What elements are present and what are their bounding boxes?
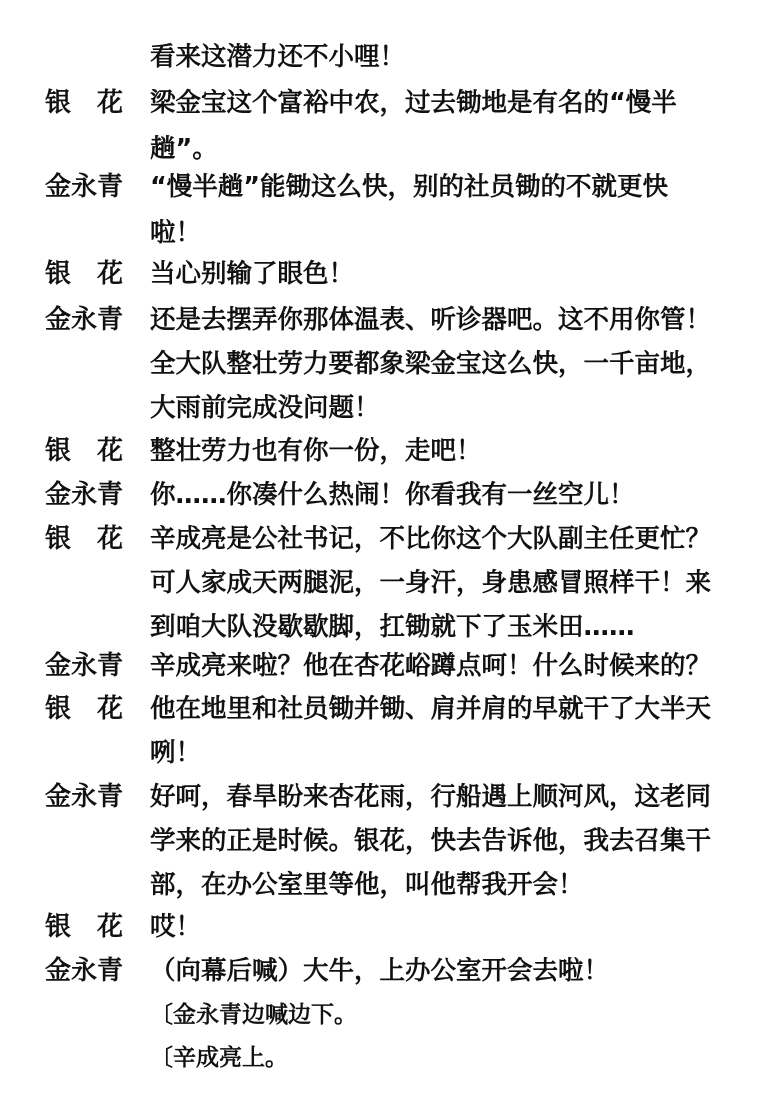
dialogue-line: 你……你凑什么热闹！你看我有一丝空儿！ [150,480,635,510]
speaker-name: 银 花 [45,436,124,466]
speaker-name: 金永青 [45,651,124,681]
dialogue-line: 他在地里和社员锄并锄、肩并肩的早就干了大半天 [150,694,712,724]
dialogue-line: 整壮劳力也有你一份，走吧！ [150,436,482,466]
speaker-name: 金永青 [45,782,124,812]
speaker-name: 金永青 [45,305,124,335]
dialogue-line: 到咱大队没歇歇脚，扛锄就下了玉米田…… [150,612,635,642]
dialogue-line: 趟”。 [150,134,218,164]
speaker-name: 金永青 [45,480,124,510]
dialogue-line: 大雨前完成没问题！ [150,393,380,423]
dialogue-line: 好呵，春旱盼来杏花雨，行船遇上顺河风，这老同 [150,782,712,812]
speaker-name: 银 花 [45,259,124,289]
dialogue-line: 看来这潜力还不小哩！ [150,42,406,72]
dialogue-line: “慢半趟”能锄这么快，别的社员锄的不就更快 [150,172,669,202]
dialogue-line: 还是去摆弄你那体温表、听诊器吧。这不用你管！ [150,305,712,335]
speaker-name: 银 花 [45,694,124,724]
speaker-name: 银 花 [45,88,124,118]
dialogue-line: 梁金宝这个富裕中农，过去锄地是有名的“慢半 [150,88,677,118]
speaker-name: 金永青 [45,956,124,986]
dialogue-line: 哎！ [150,912,202,942]
dialogue-line: 辛成亮是公社书记，不比你这个大队副主任更忙？ [150,524,712,554]
dialogue-line: 辛成亮来啦？他在杏花峪蹲点呵！什么时候来的？ [150,651,712,681]
speaker-name: 银 花 [45,524,124,554]
stage-direction: 〔金永青边喊边下。 [150,1002,357,1028]
dialogue-line: 当心别输了眼色！ [150,259,355,289]
dialogue-line: （向幕后喊）大牛，上办公室开会去啦！ [150,956,610,986]
speaker-name: 金永青 [45,172,124,202]
dialogue-line: 咧！ [150,738,202,768]
dialogue-line: 学来的正是时候。银花，快去告诉他，我去召集干 [150,826,712,856]
dialogue-line: 可人家成天两腿泥，一身汗，身患感冒照样干！来 [150,568,712,598]
dialogue-line: 啦！ [150,218,202,248]
stage-direction: 〔辛成亮上。 [150,1045,288,1071]
dialogue-line: 部，在办公室里等他，叫他帮我开会！ [150,870,584,900]
speaker-name: 银 花 [45,912,124,942]
dialogue-line: 全大队整壮劳力要都象梁金宝这么快，一千亩地， [150,349,712,379]
